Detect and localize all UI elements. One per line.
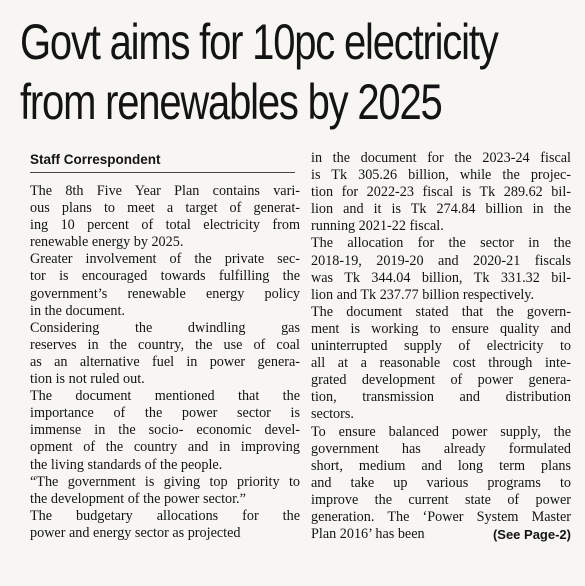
text-line: opment of the country and in improving (30, 439, 300, 456)
continuation-note: (See Page-2) (492, 527, 571, 543)
text-line: Plan 2016’ has been (See Page-2) (311, 526, 571, 543)
text-line: in the document. (30, 302, 125, 319)
paragraph (311, 235, 571, 303)
text-line: lion and Tk 237.77 billion respectively. (311, 286, 535, 303)
text-line: generation. The ‘Power System Master (311, 508, 571, 525)
text-line: the living standards of the people. (30, 456, 223, 473)
text-line: reserves in the country, the use of coal (30, 336, 300, 353)
text-line: Greater involvement of the private sec- (30, 251, 300, 268)
text-line: ment is working to ensure quality and (311, 320, 571, 337)
text-line: uninterrupted supply of electricity to (311, 338, 571, 355)
text-line: The document mentioned that the (30, 388, 300, 405)
right-column-body (311, 150, 571, 543)
text-line: sectors. (311, 406, 354, 423)
text-line: is Tk 305.26 billion, while the projec- (311, 167, 571, 184)
text-line: lion and it is Tk 274.84 billion in the (311, 201, 571, 218)
paragraph (311, 304, 571, 424)
left-column (30, 150, 300, 542)
paragraph (30, 388, 300, 473)
text-line: The 8th Five Year Plan contains vari- (30, 183, 300, 199)
paragraph (30, 183, 300, 251)
text-line: immense in the socio- economic devel- (30, 422, 300, 439)
paragraph (311, 150, 571, 235)
text-line: government’s renewable energy policy (30, 285, 300, 302)
text-line: tion is not ruled out. (30, 371, 145, 388)
text-line: ing 10 percent of total electricity from (30, 217, 300, 234)
text-line: the development of the power sector.” (30, 490, 246, 507)
headline (20, 12, 498, 132)
headline-line-2: from renewables by 2025 (20, 74, 442, 130)
text-line: tion for 2022-23 fiscal is Tk 289.62 bil- (311, 184, 571, 201)
text-line: The document stated that the govern- (311, 303, 571, 320)
text-line: was Tk 344.04 billion, Tk 331.32 bil- (311, 269, 571, 286)
text-line: tor is encouraged towards fulfilling the (30, 268, 300, 285)
paragraph (311, 424, 571, 544)
headline-line-1: Govt aims for 10pc electricity (20, 14, 498, 70)
text-line: Considering the dwindling gas (30, 319, 300, 336)
text-line: running 2021-22 fiscal. (311, 218, 444, 235)
text-line: improve the current state of power (311, 491, 571, 508)
text-line: and take up various programs to (311, 474, 571, 491)
byline: Staff Correspondent (30, 150, 295, 173)
paragraph (30, 508, 300, 542)
text-line: renewable energy by 2025. (30, 234, 184, 251)
left-column-body (30, 183, 300, 542)
text-line: The allocation for the sector in the (311, 235, 571, 252)
paragraph (30, 251, 300, 319)
text-line: The budgetary allocations for the (30, 507, 300, 524)
right-column (311, 150, 571, 543)
text-line: government has already formulated (311, 440, 571, 457)
text-line: power and energy sector as projected (30, 524, 241, 541)
text-line: all at a reasonable cost through inte- (311, 355, 571, 372)
paragraph (30, 474, 300, 508)
paragraph (30, 320, 300, 388)
text-line: in the document for the 2023-24 fiscal (311, 150, 571, 166)
text-line: 2018-19, 2019-20 and 2020-21 fiscals (311, 252, 571, 269)
text-line: as an alternative fuel in power genera- (30, 353, 300, 370)
text-line: “The government is giving top priority to (30, 473, 300, 490)
text-line: grated development of power genera- (311, 372, 571, 389)
text-line: ous plans to meet a target of generat- (30, 200, 300, 217)
text-line: importance of the power sector is (30, 405, 300, 422)
text-line: short, medium and long term plans (311, 457, 571, 474)
text-line: To ensure balanced power supply, the (311, 423, 571, 440)
text-line: tion, transmission and distribution (311, 389, 571, 406)
